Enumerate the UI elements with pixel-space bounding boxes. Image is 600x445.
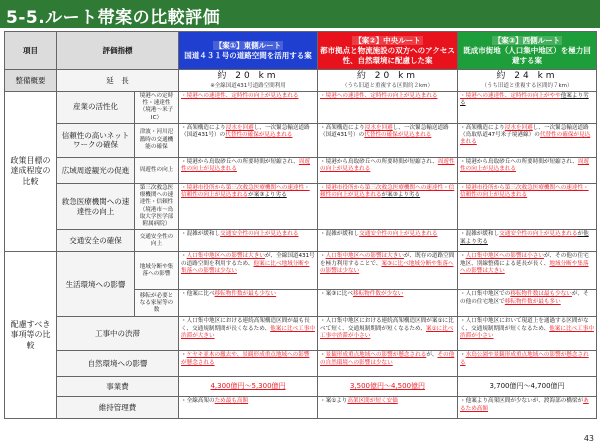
cell-plan-3: ・高架構造により浸水を回避し、一次緊急輸送道路（鳥取県道47号米子境港線）の代替性の確保が見込まれる [458,123,597,157]
cell-plan-1: ・境港から鳥取砂丘への所要時間が短縮され、周遊性の向上が見込まれる [179,157,318,183]
cell-plan-1: ・ケヤキ並木の撤去や、景観形成重点地域への影響が懸念される [179,351,318,377]
cell-plan-2: ・境港から鳥取砂丘への所要時間が短縮され、周遊性の向上が見込まれる [318,157,458,183]
cell-plan-1: ・境港への速達性、定時性の向上が見込まれる [179,91,318,123]
table-row [5,377,597,397]
table-row [5,230,597,252]
row-sub: 津波・河川氾濫時の交通機能の確保 [135,123,179,157]
page-title: 5-5.ルート帯案の比較評価 [6,8,221,28]
overview-plan-3 [458,70,597,92]
cell-plan-1: ・全線高架のため最も高額 [179,397,318,419]
header-plan-3 [458,32,597,70]
group-considerations: 配慮すべき事項等の比較 [5,252,57,419]
table-row [5,91,597,123]
cell-plan-2: ・高架構造により浸水を回避し、一次緊急輸送道路（国道431号）の代替性の確保が見込まれる [318,123,458,157]
cell-plan-3: ・他案より高架区間が少ないが、渡海部の橋梁があるため高額 [458,397,597,419]
row-label: 広域周遊観光の促進 [57,157,135,183]
cell-plan-2: 3,500億円～4,500億円 [318,377,458,397]
plan-1-length-note: ※全線国道431号道路空間利用 [210,82,286,89]
title-bar [0,0,600,28]
table-row [5,123,597,157]
table-row [5,157,597,183]
cell-plan-3: ・境港市役所から第三次救急医療機関への速達性・信頼性の向上が見込まれる [458,183,597,230]
row-label: 事業費 [57,377,179,397]
cell-plan-2: ・境港市役所から第三次救急医療機関への速達性・信頼性の向上が見込まれるが案③より劣る [318,183,458,230]
plan-3-length: 約 24 km [496,71,558,81]
overview-plan-1 [179,70,318,92]
cell-plan-3: ・境港への速達性、定時性の向上がやや他案より劣る [458,91,597,123]
cell-plan-3: ・境港から鳥取砂丘への所要時間が短縮され、周遊性の向上が見込まれる [458,157,597,183]
row-label: 自然環境への影響 [57,351,179,377]
table-row [5,183,597,230]
row-sub: 境港への定時性・速達性（境港～米子IC） [135,91,179,123]
cell-plan-2: ・人口集中地区における連続高架構造区間が案①に比べて短く、交通規制期間が短くなるため、案①に比べ工事中渋滞が小さい [318,317,458,351]
cell-plan-1: ・境港市役所から第三次救急医療機関への速達性・信頼性の向上が見込まれるが案③より劣る [179,183,318,230]
cell-plan-2: ・景観形成重点地域への影響が懸念されるが、その他の自然環境への影響は少ない [318,351,458,377]
row-sub: 第三次救急医療機関への速達性・信頼性（境港市～鳥取大学医学部附属病院） [135,183,179,230]
cell-plan-3: ・人口集中地区での移転物件数は最も少ないが、その他の住宅地区で移転物件数が最も多い [458,290,597,317]
plan-1-desc: 国道４３１号の道路空間を活用する案 [184,51,312,60]
header-item: 項目 [5,32,57,70]
header-plan-1 [179,32,318,70]
group-policy-goals: 政策目標の達成程度の比較 [5,91,57,252]
row-sub: 地域分断や集落への影響 [135,252,179,290]
plan-2-desc: 都市拠点と物流施設の双方へのアクセス性、自然環境に配慮した案 [320,46,455,65]
plan-3-tag: 【案③】西側ルート [493,35,561,45]
cell-plan-1: ・人口集中地区における連続高架構造区間が最も長く、交通規制期間が長くなるため、他案に比べ工事中渋滞が大きい [179,317,318,351]
overview-indicator: 延 長 [57,70,179,92]
row-label: 信頼性の高いネットワークの確保 [57,123,135,157]
cell-plan-1: 4,300億円～5,300億円 [179,377,318,397]
cell-plan-1: ・人口集中地区への影響は大きいが、全線国道431号の道路空間を利用するため、他案に比べ地域分断や集落への影響は少ない [179,252,318,290]
plan-1-tag: 【案①】東側ルート [214,40,282,50]
cell-plan-2: ・人口集中地区への影響は大きいが、既存の道路空間を極力利用することで、案③に比べ地域分断や集落への影響は少ない [318,252,458,290]
cell-plan-3: 3,700億円～4,700億円 [458,377,597,397]
plan-2-length: 約 20 km [356,71,419,81]
cell-plan-2: ・混雑が緩和し交通安全性の向上が見込まれる [318,230,458,252]
cell-plan-2: ・案①より高架区間が短く安価 [318,397,458,419]
plan-3-desc: 既成市街地（人口集中地区）を極力回避する案 [463,46,591,65]
cell-plan-3: ・水鳥公園や景観形成重点地域への影響が懸念される [458,351,597,377]
row-label: 生活環境への影響 [57,252,135,317]
row-label: 交通安全の確保 [57,230,135,252]
row-sub: 周遊性の向上 [135,157,179,183]
plan-2-tag: 【案②】中央ルート [354,35,421,45]
plan-1-length: 約 20 km [217,71,279,81]
plan-3-length-note: （うち旧道と重複する区間約７km） [481,82,573,89]
table-row [5,252,597,290]
header-plan-2 [318,32,458,70]
overview-row [5,70,597,92]
cell-plan-2: ・案③に比べ移転物件数が少ない [318,290,458,317]
cell-plan-3: ・混雑が緩和し交通安全性の向上が見込まれるが他案より劣る [458,230,597,252]
plan-2-length-note: （うち旧道と重複する区間約２km） [341,82,434,89]
table-row [5,351,597,377]
row-label: 救急医療機関への速達性の向上 [57,183,135,230]
comparison-table [4,31,597,419]
row-label: 維持管理費 [57,397,179,419]
page-number: 43 [583,434,594,443]
cell-plan-2: ・境港への速達性、定時性の向上が見込まれる [318,91,458,123]
row-label: 産業の活性化 [57,91,135,123]
row-sub: 移転が必要となる家屋等の数 [135,290,179,317]
table-row [5,397,597,419]
table-row [5,317,597,351]
cell-plan-3: ・人口集中地区への影響は小さいが、その他の住宅地区、別線整備による延長が長く、地域分断や集落への影響は大きい [458,252,597,290]
row-sub: 交通安全性の向上 [135,230,179,252]
overview-category: 整備概要 [5,70,57,92]
cell-plan-1: ・高架構造により浸水を回避し、一次緊急輸送道路（国道431号）の代替性の確保が見込まれる [179,123,318,157]
row-label: 工事中の渋滞 [57,317,179,351]
cell-plan-1: ・混雑が緩和し交通安全性の向上が見込まれる [179,230,318,252]
overview-plan-2 [318,70,458,92]
cell-plan-3: ・人口集中地区において現道上を通過する区間がなく、交通規制期間が短くなるため、他案に比べ工事中渋滞が小さい [458,317,597,351]
header-indicator: 評価指標 [57,32,179,70]
header-row [5,32,597,70]
cell-plan-1: ・他案に比べ移転物件数が最も少ない [179,290,318,317]
